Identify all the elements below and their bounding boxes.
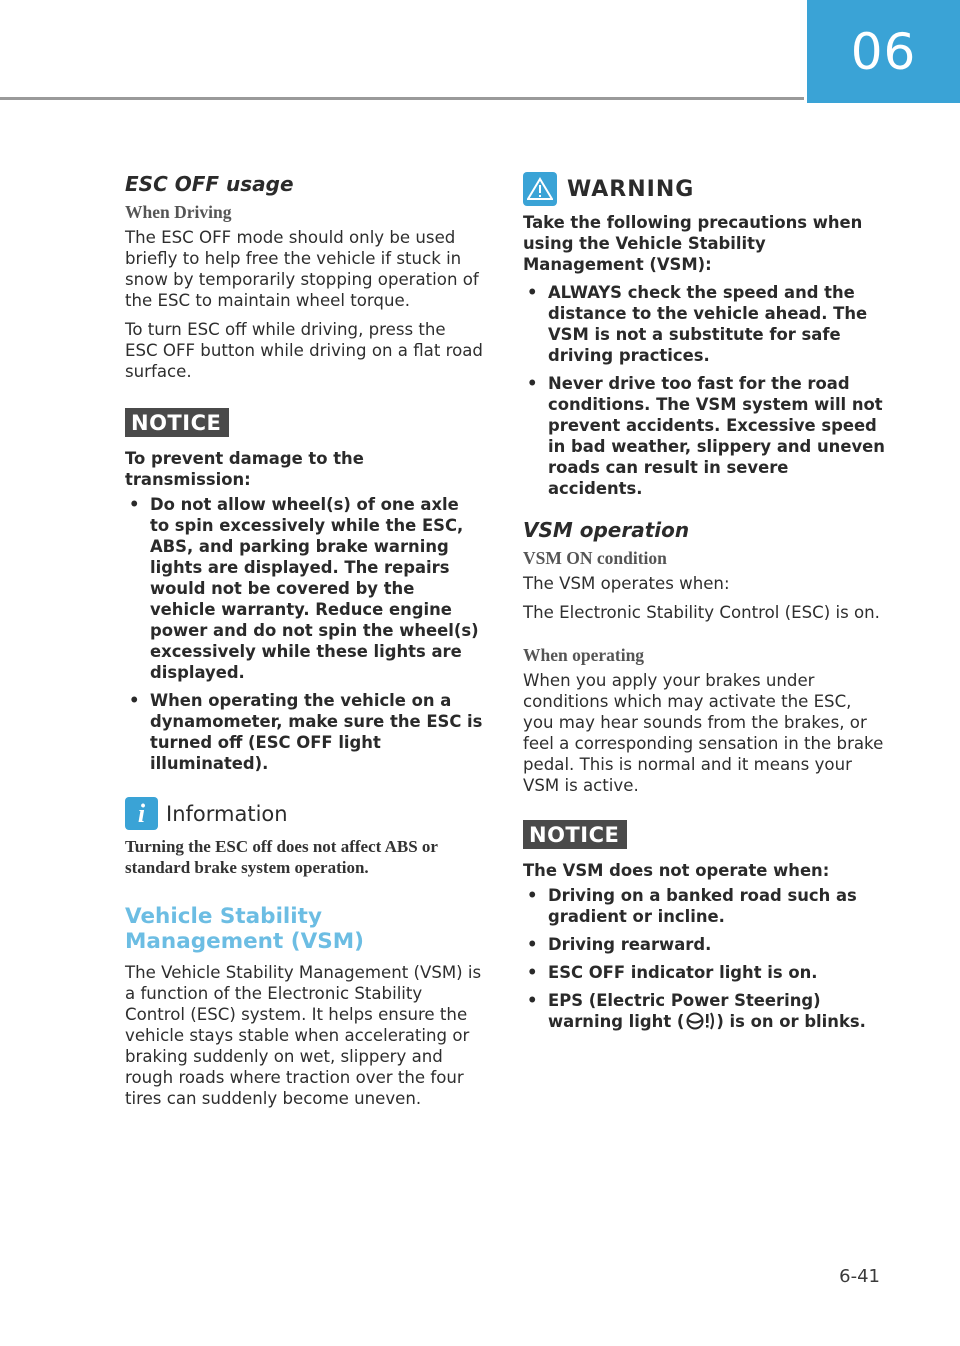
list-item: • Never drive too fast for the road conditions. The VSM system will not prevent accidents. Excessive speed in bad weather, slippery and uneven roads can result in severe accidents. (523, 373, 885, 499)
esc-off-heading: ESC OFF usage (125, 172, 294, 196)
list-item: • Driving on a banked road such as gradient or incline. (523, 885, 885, 927)
steering-wheel-warning-icon (684, 1012, 716, 1030)
vsm-description: The Vehicle Stability Management (VSM) is a function of the Electronic Stability Control (ESC) system. It helps ensure the vehicle stays stable when accelerating or braking suddenly on wet, slippery and rough roads where traction over the four tires can suddenly become uneven. (125, 963, 482, 1108)
notice-badge: NOTICE (523, 820, 627, 849)
operates-when-text: The VSM operates when: (523, 574, 730, 593)
when-operating-text: When you apply your brakes under conditions which may activate the ESC, you may hear sounds from the brakes, or feel a corresponding sensation in the brake pedal. This is normal and it means your VSM is active. (523, 671, 884, 795)
information-header (125, 797, 483, 830)
left-column (125, 172, 483, 1117)
when-driving-subheading: When Driving (125, 202, 232, 222)
list-item: • When operating the vehicle on a dynamometer, make sure the ESC is turned off (ESC OFF light illuminated). (125, 690, 483, 774)
esc-off-paragraph-2: To turn ESC off while driving, press the ESC OFF button while driving on a flat road surface. (125, 320, 483, 381)
list-item (523, 990, 885, 1032)
right-column (523, 172, 885, 1039)
notice-list (523, 885, 885, 1032)
vsm-section-title: Vehicle Stability Management (VSM) (125, 904, 364, 954)
vsm-operation-heading: VSM operation (523, 518, 690, 542)
list-item: • Driving rearward. (523, 934, 885, 955)
list-item: • ESC OFF indicator light is on. (523, 962, 885, 983)
notice-intro: The VSM does not operate when: (523, 861, 830, 880)
notice-intro: To prevent damage to the transmission: (125, 449, 364, 489)
information-text: Turning the ESC off does not affect ABS or standard brake system operation. (125, 837, 438, 877)
eps-text-after: ) is on or blinks. (716, 1012, 866, 1031)
eps-text-before: EPS (Electric Power Steering) warning light ( (548, 991, 821, 1031)
warning-intro: Take the following precautions when using the Vehicle Stability Management (VSM): (523, 213, 863, 274)
when-operating-subheading: When operating (523, 645, 645, 665)
page-number: 6-41 (839, 1266, 880, 1287)
esc-on-text: The Electronic Stability Control (ESC) is on. (523, 603, 880, 622)
notice-list (125, 494, 483, 774)
info-icon: i (125, 797, 158, 830)
chapter-tab: 06 (807, 0, 960, 103)
list-item: • ALWAYS check the speed and the distance to the vehicle ahead. The VSM is not a substitute for safe driving practices. (523, 282, 885, 366)
information-title: Information (166, 801, 288, 826)
warning-title: WARNING (567, 176, 695, 202)
warning-header (523, 172, 885, 206)
header-rule (0, 97, 804, 100)
esc-off-paragraph-1: The ESC OFF mode should only be used briefly to help free the vehicle if stuck in snow by temporarily stopping operation of the ESC to maintain wheel torque. (125, 228, 479, 310)
vsm-on-condition-subheading: VSM ON condition (523, 548, 667, 568)
warning-triangle-icon (523, 172, 557, 206)
warning-list (523, 282, 885, 499)
notice-badge: NOTICE (125, 408, 229, 437)
list-item: • Do not allow wheel(s) of one axle to spin excessively while the ESC, ABS, and parking brake warning lights are displayed. The repairs would not be covered by the vehicle warranty. Reduce engine power and do not spin the wheel(s) excessively while these lights are displayed. (125, 494, 483, 683)
